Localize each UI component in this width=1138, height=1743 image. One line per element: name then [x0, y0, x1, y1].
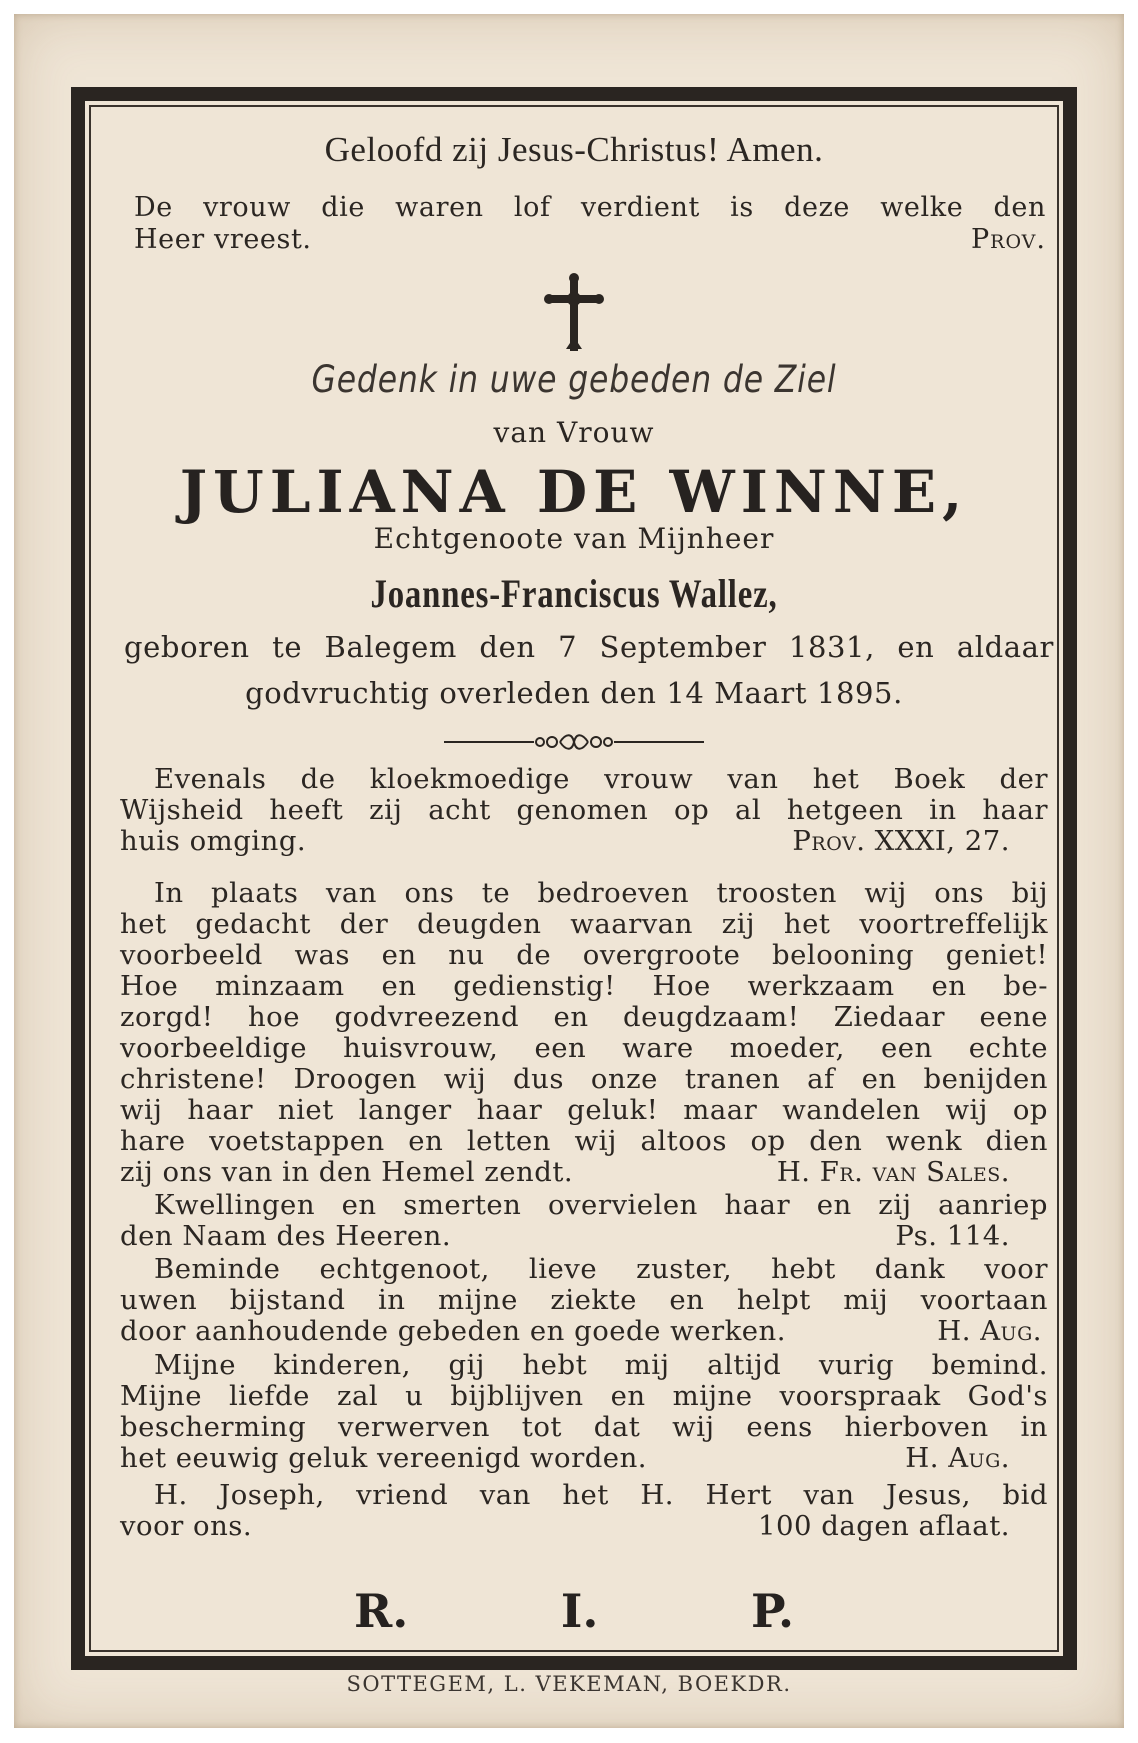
motto-source: Prov. [970, 224, 1046, 255]
paragraph-line: In plaats van ons te bedroeven troosten wij ons bij [154, 877, 1048, 909]
paragraph-source: H. Aug. [905, 1442, 1010, 1474]
deceased-name: JULIANA DE WINNE, [179, 458, 969, 526]
paragraph-line-text: het eeuwig geluk vereenigd worden. [120, 1442, 648, 1474]
paragraph-source: Ps. 114. [895, 1220, 1010, 1252]
paragraph-line: Wijsheid heeft zij acht genomen op al hetgeen in haar [120, 794, 1048, 826]
latin-cross-icon [544, 273, 604, 353]
paragraph-3 [120, 1190, 1048, 1252]
paragraph-line-text: huis omging. [120, 825, 307, 857]
paragraph-line-text: den Naam des Heeren. [120, 1220, 452, 1252]
paragraph-line: Beminde echtgenoot, lieve zuster, hebt dank voor [154, 1253, 1048, 1285]
spouse-label: Echtgenoote van Mijnheer [373, 522, 775, 555]
paragraph-line [120, 1157, 1048, 1188]
paragraph-line [120, 1221, 1048, 1252]
card-content [104, 118, 1054, 1658]
paragraph-source: H. Aug. [937, 1315, 1042, 1347]
paragraph-5 [120, 1350, 1048, 1474]
van-vrouw: van Vrouw [493, 416, 655, 449]
paragraph-source: Prov. XXXI, 27. [792, 825, 1010, 857]
birth-line: geboren te Balegem den 7 September 1831, en aldaar [124, 630, 1054, 664]
paragraph-line [120, 1316, 1048, 1347]
motto-text: Heer vreest. [134, 224, 312, 255]
paragraph-line: Mijne liefde zal u bijblijven en mijne voorspraak God's [120, 1380, 1048, 1412]
motto-line-2 [134, 224, 1046, 255]
motto-line-1: De vrouw die waren lof verdient is deze welke den [134, 192, 1046, 223]
paragraph-line: uwen bijstand in mijne ziekte en helpt mij voortaan [120, 1284, 1048, 1316]
paragraph-1 [120, 764, 1048, 857]
rip-letter: P. [750, 1584, 794, 1638]
spouse-name: Joannes-Franciscus Wallez, [370, 571, 778, 616]
paragraph-line [120, 826, 1048, 857]
paragraph-source: H. Fr. van Sales. [776, 1156, 1010, 1188]
paragraph-line: Mijne kinderen, gij hebt mij altijd vurig bemind. [154, 1349, 1048, 1381]
paragraph-line: wij haar niet langer haar geluk! maar wandelen wij op [120, 1094, 1048, 1126]
printer-imprint: SOTTEGEM, L. VEKEMAN, BOEKDR. [346, 1672, 792, 1696]
rip-letter: I. [560, 1584, 599, 1638]
ornamental-divider [444, 731, 704, 753]
paragraph-line: het gedacht der deugden waarvan zij het voortreffelijk [120, 908, 1048, 940]
paragraph-source: 100 dagen aflaat. [757, 1510, 1010, 1542]
paragraph-line-text: zij ons van in den Hemel zendt. [120, 1156, 574, 1188]
paragraph-line: christene! Droogen wij dus onze tranen af en benijden [120, 1063, 1048, 1095]
paragraph-line: voorbeeldige huisvrouw, een ware moeder, een echte [120, 1032, 1048, 1064]
paragraph-line: Kwellingen en smerten overvielen haar en zij aanriep [154, 1189, 1048, 1221]
paragraph-line: Evenals de kloekmoedige vrouw van het Boek der [154, 763, 1048, 795]
paragraph-line: hare voetstappen en letten wij altoos op den wenk dien [120, 1125, 1048, 1157]
death-line: godvruchtig overleden den 14 Maart 1895. [245, 676, 903, 710]
paragraph-line: zorgd! hoe godvreezend en deugdzaam! Ziedaar eene [120, 1001, 1048, 1033]
paragraph-line-text: door aanhoudende gebeden en goede werken. [120, 1315, 787, 1347]
rip-initials [354, 1584, 794, 1638]
paragraph-4 [120, 1254, 1048, 1347]
paragraph-line: H. Joseph, vriend van het H. Hert van Jesus, bid [154, 1479, 1048, 1511]
paragraph-line: bescherming verwerven tot dat wij eens hierboven in [120, 1411, 1048, 1443]
rip-letter: R. [354, 1584, 409, 1638]
paragraph-line: voorbeeld was en nu de overgroote belooning geniet! [120, 939, 1048, 971]
paragraph-line [120, 1511, 1048, 1542]
paragraph-line [120, 1443, 1048, 1474]
paragraph-6 [120, 1480, 1048, 1542]
paragraph-2 [120, 878, 1048, 1188]
remembrance-line: Gedenk in uwe gebeden de Ziel [311, 358, 837, 401]
paragraph-line-text: voor ons. [120, 1510, 253, 1542]
paragraph-line: Hoe minzaam en gedienstig! Hoe werkzaam en be- [120, 970, 1048, 1002]
heading-title: Geloofd zij Jesus-Christus! Amen. [324, 130, 824, 169]
